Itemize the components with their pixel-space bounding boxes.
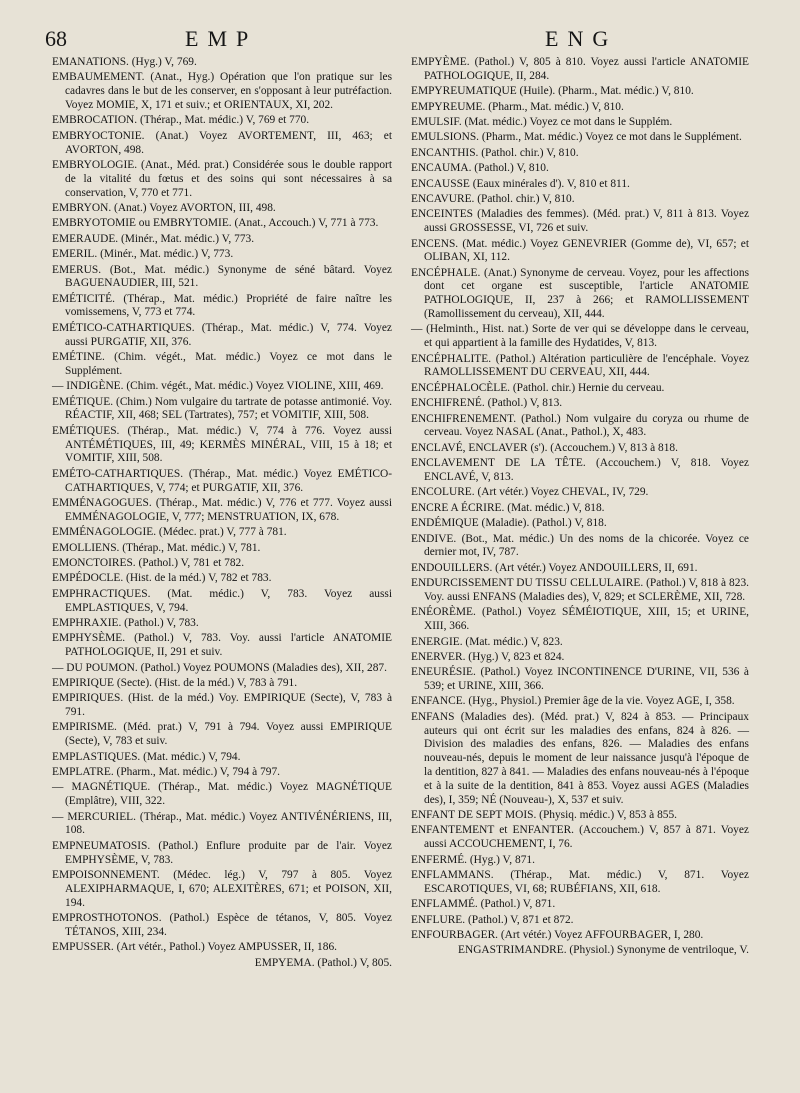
index-entry: ENDÉMIQUE (Maladie). (Pathol.) V, 818. <box>411 517 607 530</box>
index-entry: ENFANS (Maladies des). (Méd. prat.) V, 824 à 853. — Principaux auteurs qui ont écrit sur les maladies des enfans, 824 à 826. — Division des maladies des enfans, 826. — Maladies des enfans nouveau-nés, depuis le moment de leur naissance jusqu'à l'époque de la dentition, 827 à 841. — Maladies des enfans nouveau-nés à l'époque et à la suite de la dentition, 841 à 853. Voyez aussi AGES (Maladies des), I, 359; NÉ (Nouveau-), X, 537 et suiv. <box>411 710 749 806</box>
index-entry: EMBRYON. (Anat.) Voyez AVORTON, III, 498. <box>52 201 276 214</box>
index-entry: ENCÉPHALE. (Anat.) Synonyme de cerveau. Voyez, pour les affections dont cet organe est susceptible, l'article ANATOMIE PATHOLOGIQUE, II, 237 à 266; et RAMOLLISSEMENT (Ramollissement du cerveau), XII, 444. <box>411 266 749 321</box>
index-entry: EMPHYSÈME. (Pathol.) V, 783. Voy. aussi l'article ANATOMIE PATHOLOGIQUE, II, 291 et suiv. <box>52 632 392 659</box>
index-entry: ENFANTEMENT et ENFANTER. (Accouchem.) V, 857 à 871. Voyez aussi ACCOUCHEMENT, I, 76. <box>411 824 749 851</box>
index-entry: EMULSIF. (Mat. médic.) Voyez ce mot dans le Supplém. <box>411 115 673 128</box>
index-entry: ENCAUSSE (Eaux minérales d'). V, 810 et 811. <box>411 177 630 190</box>
index-entry: ENDOUILLERS. (Art vétér.) Voyez ANDOUILLERS, II, 691. <box>411 561 698 574</box>
index-entry: — INDIGÈNE. (Chim. végét., Mat. médic.) Voyez VIOLINE, XIII, 469. <box>52 380 384 393</box>
index-entry: ENCEINTES (Maladies des femmes). (Méd. prat.) V, 811 à 813. Voyez aussi GROSSESSE, VI, 726 et suiv. <box>411 208 749 235</box>
index-entry: EMPUSSER. (Art vétér., Pathol.) Voyez AMPUSSER, II, 186. <box>52 941 337 954</box>
index-entry: ENCAUMA. (Pathol.) V, 810. <box>411 162 549 175</box>
index-entry: EMBRYOCTONIE. (Anat.) Voyez AVORTEMENT, III, 463; et AVORTON, 498. <box>52 129 392 156</box>
index-entry: EMBRYOTOMIE ou EMBRYTOMIE. (Anat., Accouch.) V, 771 à 773. <box>52 217 379 230</box>
index-entry: ENFANCE. (Hyg., Physiol.) Premier âge de la vie. Voyez AGE, I, 358. <box>411 695 735 708</box>
index-entry: EMERIL. (Minér., Mat. médic.) V, 773. <box>52 248 234 261</box>
index-entry: EMPOISONNEMENT. (Médec. lég.) V, 797 à 805. Voyez ALEXIPHARMAQUE, I, 670; ALEXITÈRES, 671; et POISON, XII, 194. <box>52 869 392 909</box>
index-entry: EMÉTIQUE. (Chim.) Nom vulgaire du tartrate de potasse antimonié. Voy. RÉACTIF, XII, 468; SEL (Tartrates), 757; et VOMITIF, XIII, 508. <box>52 395 392 422</box>
index-entry: ENCÉPHALITE. (Pathol.) Altération particulière de l'encéphale. Voyez RAMOLLISSEMENT DU CERVEAU, XII, 444. <box>411 352 749 379</box>
index-entry: ENCENS. (Mat. médic.) Voyez GENEVRIER (Gomme de), VI, 657; et OLIBAN, XI, 112. <box>411 237 749 264</box>
index-entry: EMÉTINE. (Chim. végét., Mat. médic.) Voyez ce mot dans le Supplément. <box>52 351 392 377</box>
index-entry: ENCAVURE. (Pathol. chir.) V, 810. <box>411 192 575 205</box>
page-number: 68 <box>45 26 67 51</box>
index-entry: EMERUS. (Bot., Mat. médic.) Synonyme de séné bâtard. Voyez BAGUENAUDIER, III, 521. <box>52 263 392 290</box>
index-entry: EMPNEUMATOSIS. (Pathol.) Enflure produite par de l'air. Voyez EMPHYSÈME, V, 783. <box>52 839 392 866</box>
index-entry: ENCANTHIS. (Pathol. chir.) V, 810. <box>411 146 579 159</box>
index-entry: EMPLATRE. (Pharm., Mat. médic.) V, 794 à 797. <box>52 766 281 779</box>
index-entry: EMPHRAXIE. (Pathol.) V, 783. <box>52 616 199 629</box>
index-entry: EMÉTICO-CATHARTIQUES. (Thérap., Mat. médic.) V, 774. Voyez aussi PURGATIF, XII, 376. <box>52 321 392 348</box>
right-column <box>411 56 749 960</box>
index-entry: EMÉTICITÉ. (Thérap., Mat. médic.) Propriété de faire naître les vomissemens, V, 773 et 774. <box>52 292 392 319</box>
index-entry: EMPYREUMATIQUE (Huile). (Pharm., Mat. médic.) V, 810. <box>411 85 694 98</box>
index-entry: ENCHIFRENEMENT. (Pathol.) Nom vulgaire du coryza ou rhume de cerveau. Voyez NASAL (Anat., Pathol.), X, 483. <box>411 412 749 439</box>
left-running-head: EMP <box>185 26 258 51</box>
index-entry: ENERVER. (Hyg.) V, 823 et 824. <box>411 650 565 663</box>
index-entry: ENCOLURE. (Art vétér.) Voyez CHEVAL, IV, 729. <box>411 486 649 499</box>
index-entry: EMBRYOLOGIE. (Anat., Méd. prat.) Considérée sous le double rapport de la vitalité du fœtus et des soins qui sont nécessaires à sa conservation, V, 770 et 771. <box>52 158 392 199</box>
index-entry: EMÉTO-CATHARTIQUES. (Thérap., Mat. médic.) Voyez EMÉTICO-CATHARTIQUES, V, 774; et PURGATIF, XII, 376. <box>52 467 392 494</box>
index-entry: EMPROSTHOTONOS. (Pathol.) Espèce de tétanos, V, 805. Voyez TÉTANOS, XIII, 234. <box>52 912 392 938</box>
index-entry: EMBROCATION. (Thérap., Mat. médic.) V, 769 et 770. <box>52 114 310 127</box>
index-entry: — MAGNÉTIQUE. (Thérap., Mat. médic.) Voyez MAGNÉTIQUE (Emplâtre), VIII, 322. <box>52 781 392 808</box>
index-entry: EMULSIONS. (Pharm., Mat. médic.) Voyez ce mot dans le Supplément. <box>411 131 742 144</box>
index-entry: ENDURCISSEMENT DU TISSU CELLULAIRE. (Pathol.) V, 818 à 823. Voy. aussi ENFANS (Maladies des), V, 829; et SCLERÈME, XII, 728. <box>411 577 749 603</box>
index-entry: ENFLAMMANS. (Thérap., Mat. médic.) V, 871. Voyez ESCAROTIQUES, VI, 68; RUBÉFIANS, XII, 618. <box>411 869 749 895</box>
index-entry: EMANATIONS. (Hyg.) V, 769. <box>52 56 197 68</box>
index-entry: ENFANT DE SEPT MOIS. (Physiq. médic.) V, 853 à 855. <box>411 809 678 822</box>
index-entry: ENÉORÈME. (Pathol.) Voyez SÉMÉIOTIQUE, XIII, 15; et URINE, XIII, 366. <box>411 606 749 633</box>
index-entry: ENCHIFRENÉ. (Pathol.) V, 813. <box>411 397 563 410</box>
index-entry: EMONCTOIRES. (Pathol.) V, 781 et 782. <box>52 556 245 569</box>
index-entry: EMPHRACTIQUES. (Mat. médic.) V, 783. Voyez aussi EMPLASTIQUES, V, 794. <box>52 587 392 614</box>
index-entry: EMPIRISME. (Méd. prat.) V, 791 à 794. Voyez aussi EMPIRIQUE (Secte), V, 783 et suiv. <box>52 721 392 748</box>
index-entry: ENFLAMMÉ. (Pathol.) V, 871. <box>411 898 556 911</box>
index-entry: — DU POUMON. (Pathol.) Voyez POUMONS (Maladies des), XII, 287. <box>52 661 387 674</box>
index-entry: ENCRE A ÉCRIRE. (Mat. médic.) V, 818. <box>411 501 605 514</box>
index-entry: EMERAUDE. (Minér., Mat. médic.) V, 773. <box>52 232 255 245</box>
index-entry: — MERCURIEL. (Thérap., Mat. médic.) Voyez ANTIVÉNÉRIENS, III, 108. <box>52 810 392 837</box>
index-entry: ENFERMÉ. (Hyg.) V, 871. <box>411 853 535 866</box>
left-column <box>52 56 392 972</box>
index-entry: ENGASTRIMANDRE. (Physiol.) Synonyme de ventriloque, V. <box>458 944 749 957</box>
index-entry: ENDIVE. (Bot., Mat. médic.) Un des noms de la chicorée. Voyez ce dernier mot, IV, 787. <box>411 532 749 559</box>
index-entry: — (Helminth., Hist. nat.) Sorte de ver qui se développe dans le cerveau, et qui appartient à la famille des Hydatides, V, 813. <box>411 323 749 350</box>
index-entry: EMMÉNAGOGUES. (Thérap., Mat. médic.) V, 776 et 777. Voyez aussi EMMÉNAGOLOGIE, V, 777; MENSTRUATION, IX, 678. <box>52 497 392 523</box>
index-entry: EMÉTIQUES. (Thérap., Mat. médic.) V, 774 à 776. Voyez aussi ANTÉMÉTIQUES, III, 49; KERMÈS MINÉRAL, VIII, 15 à 18; et VOMITIF, XIII, 508. <box>52 424 392 465</box>
index-entry: EMPYREUME. (Pharm., Mat. médic.) V, 810. <box>411 100 624 113</box>
index-entry: ENEURÉSIE. (Pathol.) Voyez INCONTINENCE D'URINE, VII, 536 à 539; et URINE, XIII, 366. <box>411 666 749 693</box>
index-entry: ENCLAVÉ, ENCLAVER (s'). (Accouchem.) V, 813 à 818. <box>411 441 678 454</box>
index-entry: ENCÉPHALOCÈLE. (Pathol. chir.) Hernie du cerveau. <box>411 381 665 394</box>
index-entry: EMPYEMA. (Pathol.) V, 805. <box>254 956 392 969</box>
index-entry: EMPLASTIQUES. (Mat. médic.) V, 794. <box>52 750 241 763</box>
index-entry: ENERGIE. (Mat. médic.) V, 823. <box>411 635 563 648</box>
index-entry: EMPÉDOCLE. (Hist. de la méd.) V, 782 et 783. <box>52 572 272 585</box>
index-entry: ENFOURBAGER. (Art vétér.) Voyez AFFOURBAGER, I, 280. <box>411 928 704 941</box>
index-entry: ENFLURE. (Pathol.) V, 871 et 872. <box>411 913 574 926</box>
index-entry: EMOLLIENS. (Thérap., Mat. médic.) V, 781. <box>52 541 261 554</box>
index-entry: EMBAUMEMENT. (Anat., Hyg.) Opération que l'on pratique sur les cadavres dans le but de les conserver, en s'opposant à leur putréfaction. Voyez MOMIE, X, 171 et suiv.; et ORIENTAUX, XI, 202. <box>52 71 392 111</box>
index-entry: EMMÉNAGOLOGIE. (Médec. prat.) V, 777 à 781. <box>52 526 287 539</box>
right-running-head: ENG <box>545 26 618 51</box>
index-entry: EMPIRIQUE (Secte). (Hist. de la méd.) V, 783 à 791. <box>52 676 298 689</box>
index-entry: ENCLAVEMENT DE LA TÊTE. (Accouchem.) V, 818. Voyez ENCLAVÉ, V, 813. <box>411 457 749 483</box>
index-entry: EMPIRIQUES. (Hist. de la méd.) Voy. EMPIRIQUE (Secte), V, 783 à 791. <box>52 692 392 719</box>
index-entry: EMPYÈME. (Pathol.) V, 805 à 810. Voyez aussi l'article ANATOMIE PATHOLOGIQUE, II, 284. <box>411 56 749 82</box>
